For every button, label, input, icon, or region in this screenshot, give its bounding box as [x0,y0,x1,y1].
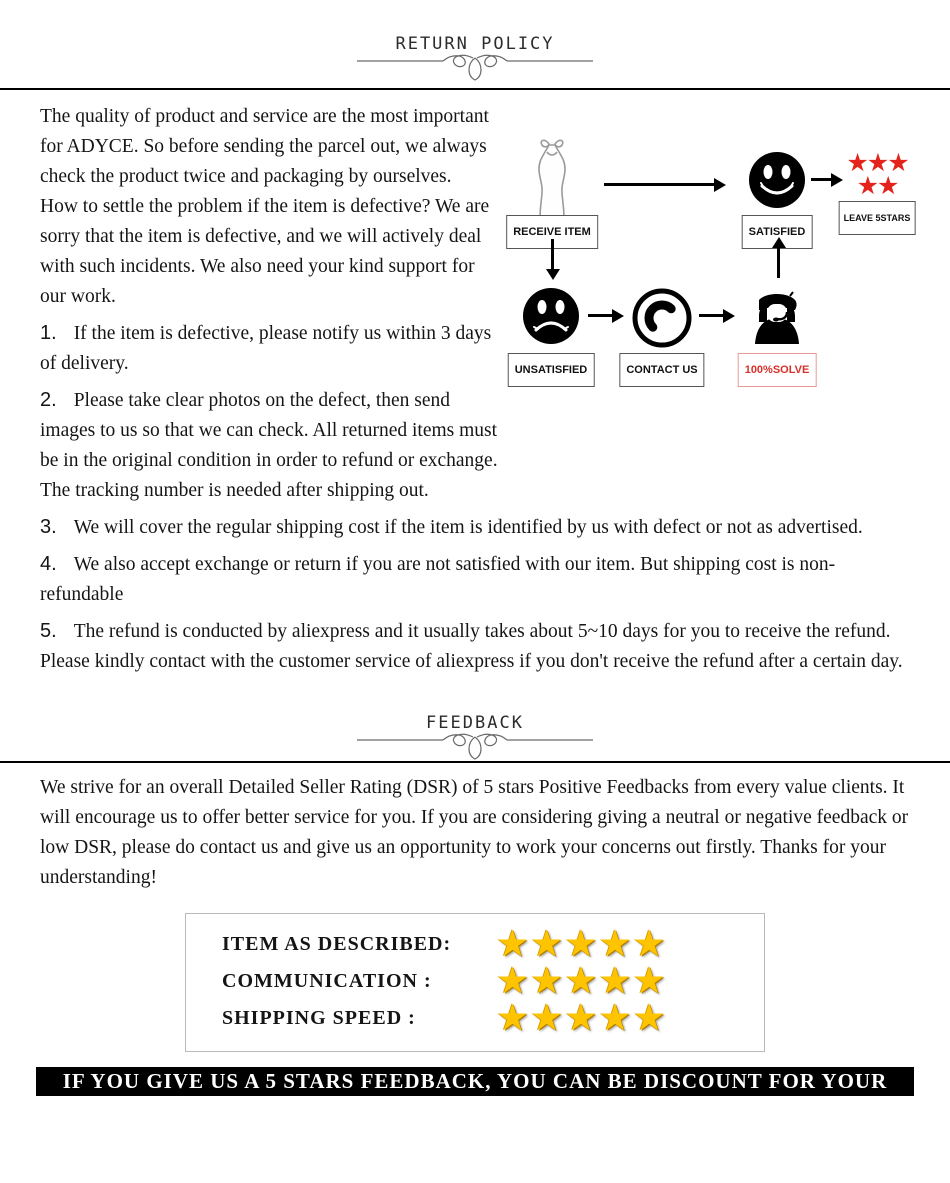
rating-label: SHIPPING SPEED : [222,1007,416,1029]
feedback-text-block [0,763,950,893]
item-text: We will cover the regular shipping cost if the item is identified by us with defect or not as advertised. [73,517,863,538]
arrow-receive-to-satisfied [604,183,714,186]
rating-row [186,926,764,963]
flourish-ornament [355,52,595,82]
contact-us-label: CONTACT US [619,353,704,387]
feedback-header [0,683,950,761]
red-stars-top-row: ★★★ [846,150,908,177]
feedback-title: FEEDBACK [426,713,524,733]
gold-stars-icon: ★★★★★ [496,961,667,1002]
gold-stars-icon: ★★★★★ [496,924,667,965]
item-number: 3. [40,516,57,538]
leave-5stars-label: LEAVE 5STARS [839,201,916,235]
item-text: If the item is defective, please notify us within 3 days of delivery. [40,323,492,374]
return-policy-body [0,90,950,683]
return-policy-title: RETURN POLICY [395,34,555,54]
intro-paragraph-1: The quality of product and service are the most important for ADYCE. So before sending the parcel out, we always check the product twice and packaging by ourselves. [40,106,489,187]
solve-label: 100%SOLVE [738,353,817,387]
return-policy-header [0,0,950,82]
rating-label: ITEM AS DESCRIBED: [222,933,452,955]
return-policy-item [40,512,910,543]
arrow-contact-to-solve [699,314,723,317]
red-stars-bottom-row: ★★ [856,173,898,200]
arrow-solve-to-satisfied [777,248,780,278]
item-number: 5. [40,620,57,642]
item-text: Please take clear photos on the defect, then send images to us so that we can check. All returned items must be in the original condition in order to refund or exchange. The tracking number is needed after shipping out. [40,390,498,501]
phone-icon [631,287,693,349]
item-number: 2. [40,389,57,411]
dress-icon [521,136,583,226]
arrow-receive-to-unsatisfied [551,239,554,269]
smiley-face-icon [747,150,807,210]
dsr-rating-table [185,913,765,1052]
customer-service-icon [746,286,808,348]
return-policy-item [40,549,910,610]
five-red-stars-icon [846,152,907,198]
feedback-paragraph: We strive for an overall Detailed Seller Rating (DSR) of 5 stars Positive Feedbacks from every value clients. It will encourage us to offer better service for you. If you are considering giving a neutral or negative feedback or low DSR, please do contact us and give us an opportunity to work your concerns out firstly. Thanks for your understanding! [40,777,909,888]
rating-row [186,963,764,1000]
arrow-satisfied-to-stars [811,178,831,181]
discount-banner: IF YOU GIVE US A 5 STARS FEEDBACK, YOU CAN BE DISCOUNT FOR YOUR NEXT ORDER [36,1067,914,1096]
rating-label: COMMUNICATION : [222,970,432,992]
gold-stars-icon: ★★★★★ [496,998,667,1039]
item-number: 1. [40,322,57,344]
satisfaction-flowchart [514,102,910,460]
rating-row [186,1000,764,1037]
item-text: The refund is conducted by aliexpress and it usually takes about 5~10 days for you to receive the refund. Please kindly contact with the customer service of aliexpress if you don't receive the refund after a certain day. [40,621,903,672]
sad-face-icon [521,286,581,346]
return-policy-item [40,616,910,677]
item-text: We also accept exchange or return if you are not satisfied with our item. But shipping cost is non-refundable [40,554,836,605]
item-number: 4. [40,553,57,575]
flourish-ornament [355,731,595,761]
intro-paragraph-2: How to settle the problem if the item is defective? We are sorry that the item is defective, and we will actively deal with such incidents. We also need your kind support for our work. [40,196,490,307]
unsatisfied-label: UNSATISFIED [508,353,595,387]
receive-item-label: RECEIVE ITEM [506,215,598,249]
satisfied-label: SATISFIED [742,215,813,249]
arrow-unsatisfied-to-contact [588,314,612,317]
